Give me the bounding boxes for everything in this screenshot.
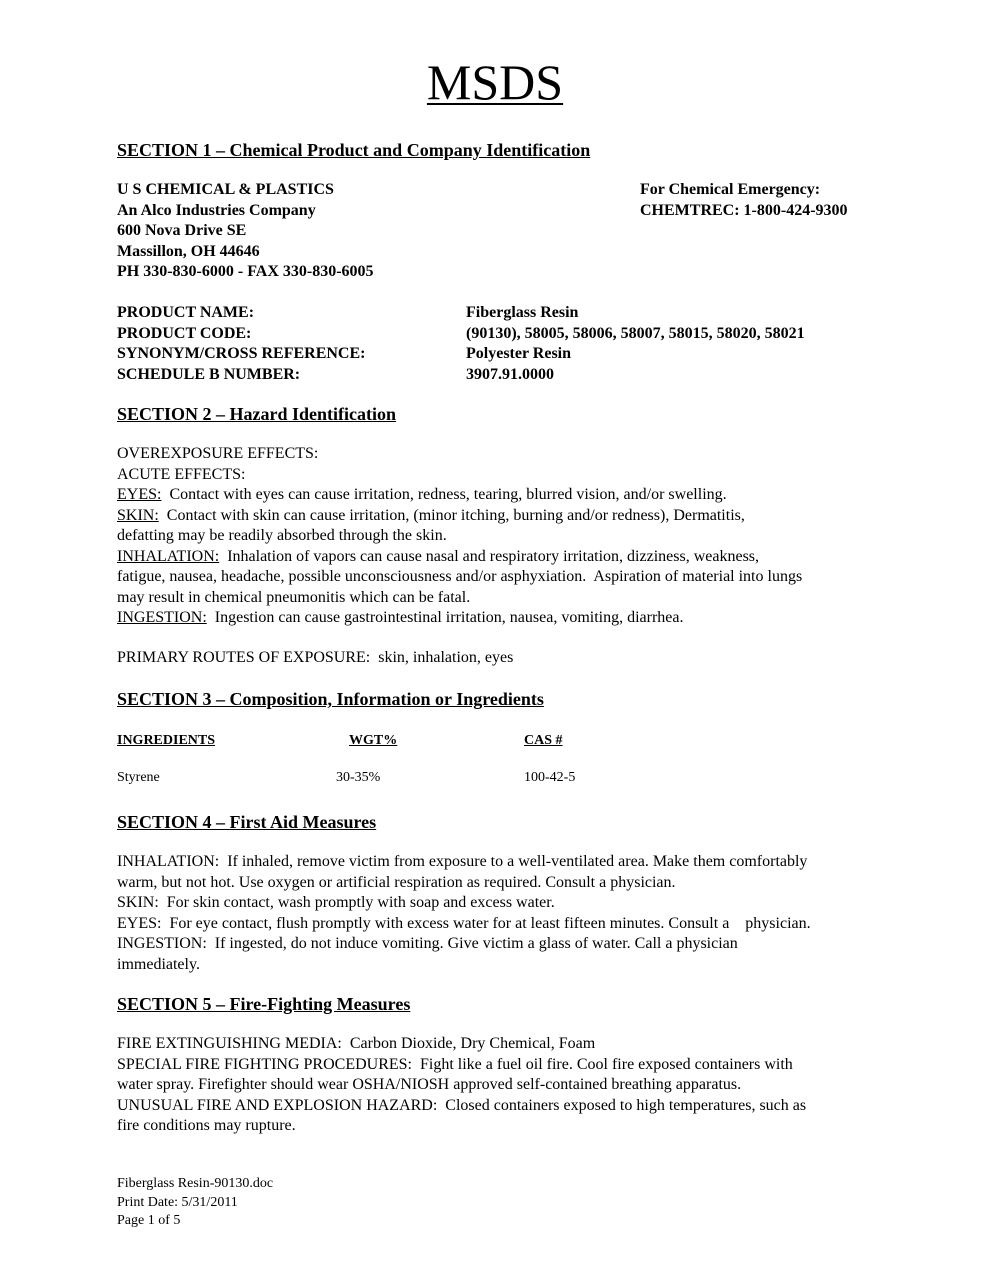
fire-fighting-line: FIRE EXTINGUISHING MEDIA: Carbon Dioxide, Dry Chemical, Foam — [117, 1035, 596, 1052]
section-4-heading: SECTION 4 – First Aid Measures — [117, 812, 377, 832]
section-1 — [117, 139, 590, 161]
table-cell: 100-42-5 — [524, 770, 576, 785]
footer-filename: Fiberglass Resin-90130.doc — [117, 1176, 274, 1191]
company-line: An Alco Industries Company — [117, 201, 316, 219]
product-field-value: Fiberglass Resin — [466, 304, 579, 321]
first-aid-line: INHALATION: If inhaled, remove victim from exposure to a well-ventilated area. Make them comfortably — [117, 853, 808, 870]
skin-label: SKIN: — [117, 506, 159, 524]
product-field-value: 3907.91.0000 — [466, 365, 554, 383]
product-field-row — [117, 303, 877, 324]
fire-fighting-line: water spray. Firefighter should wear OSHA/NIOSH approved self-contained breathing apparatus. — [117, 1076, 742, 1093]
first-aid-line: EYES: For eye contact, flush promptly with excess water for at least fifteen minutes. Consult a physician. — [117, 914, 811, 932]
skin-text: Contact with skin can cause irritation, (minor itching, burning and/or redness), Dermatitis, — [158, 506, 745, 524]
eyes-text: Contact with eyes can cause irritation, redness, tearing, blurred vision, and/or swelling. — [161, 486, 727, 503]
first-aid-line: SKIN: For skin contact, wash promptly with soap and excess water. — [117, 894, 555, 911]
document-title — [0, 50, 990, 114]
inhalation-text-cont: may result in chemical pneumonitis which can be fatal. — [117, 588, 471, 606]
first-aid-line: INGESTION: If ingested, do not induce vomiting. Give victim a glass of water. Call a physician — [117, 935, 738, 952]
product-field-row — [117, 324, 877, 345]
inhalation-text-cont: fatigue, nausea, headache, possible unconsciousness and/or asphyxiation. Aspiration of material into lungs — [117, 568, 803, 585]
routes-text: PRIMARY ROUTES OF EXPOSURE: skin, inhalation, eyes — [117, 649, 514, 666]
table-header: WGT% — [349, 733, 398, 748]
section-5-heading: SECTION 5 – Fire-Fighting Measures — [117, 994, 411, 1014]
table-cell: 30-35% — [336, 770, 381, 785]
fire-fighting-line: UNUSUAL FIRE AND EXPLOSION HAZARD: Closed containers exposed to high temperatures, such as — [117, 1096, 807, 1114]
footer-page-number: Page 1 of 5 — [117, 1213, 181, 1228]
eyes-effect — [117, 485, 802, 506]
table-cell: Styrene — [117, 770, 160, 785]
ingestion-text: Ingestion can cause gastrointestinal irritation, nausea, vomiting, diarrhea. — [206, 609, 684, 626]
skin-effect — [117, 506, 802, 527]
fire-fighting-line: SPECIAL FIRE FIGHTING PROCEDURES: Fight like a fuel oil fire. Cool fire exposed containers with — [117, 1055, 793, 1073]
product-field-row — [117, 344, 877, 365]
emergency-line: CHEMTREC: 1-800-424-9300 — [640, 201, 848, 219]
footer-print-date: Print Date: 5/31/2011 — [117, 1194, 238, 1210]
section-3-heading: SECTION 3 – Composition, Information or Ingredients — [117, 689, 544, 709]
company-line: PH 330-830-6000 - FAX 330-830-6005 — [117, 263, 374, 280]
fire-fighting-text — [117, 1034, 806, 1137]
company-line: Massillon, OH 44646 — [117, 242, 260, 260]
skin-text-cont: defatting may be readily absorbed through the skin. — [117, 527, 447, 544]
product-field-label: SYNONYM/CROSS REFERENCE: — [117, 345, 366, 362]
company-info — [117, 180, 374, 283]
first-aid-line: immediately. — [117, 955, 200, 973]
ingredients-table — [117, 733, 617, 793]
section-5 — [117, 993, 410, 1015]
section-2-heading: SECTION 2 – Hazard Identification — [117, 404, 397, 424]
fire-fighting-line: fire conditions may rupture. — [117, 1117, 296, 1134]
product-field-value: (90130), 58005, 58006, 58007, 58015, 58020, 58021 — [466, 324, 805, 342]
overexposure-label: OVEREXPOSURE EFFECTS: — [117, 445, 319, 462]
emergency-info — [640, 180, 848, 221]
product-fields — [117, 303, 877, 385]
document-title-text: MSDS — [426, 54, 564, 110]
inhalation-text: Inhalation of vapors can cause nasal and respiratory irritation, dizziness, weakness, — [219, 547, 760, 565]
product-field-label: SCHEDULE B NUMBER: — [117, 365, 301, 383]
acute-label: ACUTE EFFECTS: — [117, 465, 246, 483]
section-3 — [117, 688, 544, 710]
product-field-value: Polyester Resin — [466, 345, 572, 362]
section-2 — [117, 403, 396, 425]
company-line: U S CHEMICAL & PLASTICS — [117, 181, 334, 198]
first-aid-line: warm, but not hot. Use oxygen or artificial respiration as required. Consult a physician. — [117, 873, 676, 891]
routes-of-exposure — [117, 648, 513, 669]
section-4 — [117, 811, 376, 833]
ingestion-effect — [117, 608, 802, 629]
page-footer — [117, 1175, 273, 1231]
product-field-label: PRODUCT NAME: — [117, 304, 255, 321]
emergency-line: For Chemical Emergency: — [640, 181, 821, 198]
section-1-heading: SECTION 1 – Chemical Product and Company Identification — [117, 140, 591, 160]
product-field-row — [117, 365, 877, 386]
eyes-label: EYES: — [117, 486, 162, 503]
first-aid-text — [117, 852, 811, 975]
table-header: CAS # — [524, 733, 563, 748]
inhalation-label: INHALATION: — [117, 547, 220, 565]
company-line: 600 Nova Drive SE — [117, 222, 247, 239]
product-field-label: PRODUCT CODE: — [117, 324, 252, 342]
ingestion-label: INGESTION: — [117, 609, 207, 626]
table-header: INGREDIENTS — [117, 733, 216, 748]
hazard-text — [117, 444, 802, 629]
inhalation-effect — [117, 547, 802, 568]
